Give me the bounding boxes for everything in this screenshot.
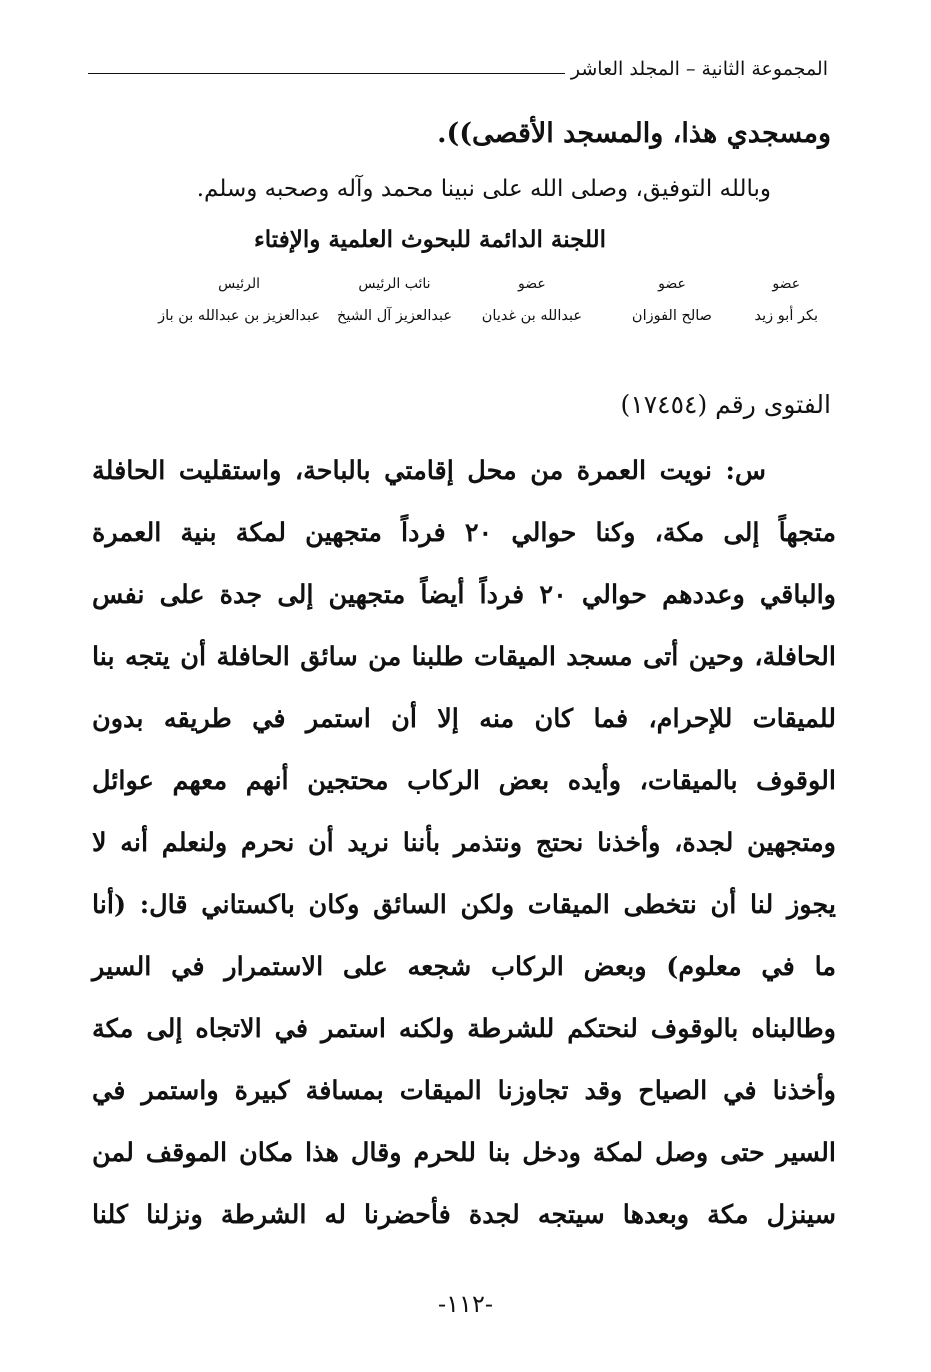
question-line: س: نويت العمرة من محل إقامتي بالباحة، واستقليت الحافلة [92,456,766,486]
running-title: المجموعة الثانية – المجلد العاشر [570,58,828,80]
question-line: متجهاً إلى مكة، وكنا حوالي ٢٠ فرداً متجهين لمكة بنية العمرة [92,518,836,548]
question-line: الحافلة، وحين أتى مسجد الميقات طلبنا من سائق الحافلة أن يتجه بنا [92,642,836,672]
question-text [92,440,836,1246]
signatory-name: عبدالله بن غديان [481,308,582,324]
question-line: وأخذنا في الصياح وقد تجاوزنا الميقات بمسافة كبيرة واستمر في [92,1076,836,1106]
question-line: الوقوف بالميقات، وأيده بعض الركاب محتجين أنهم معهم عوائل [92,766,836,796]
previous-fatwa-closing-line: ومسجدي هذا، والمسجد الأقصى)). [437,118,831,149]
signatory [632,276,712,324]
signatory-role: عضو [658,276,686,292]
question-line: وطالبناه بالوقوف لنحتكم للشرطة ولكنه استمر في الاتجاه إلى مكة [92,1014,836,1044]
signatures-block [128,276,818,336]
signatory-role: عضو [772,276,801,292]
signatory-name: عبدالعزيز آل الشيخ [336,308,452,324]
question-line: يجوز لنا أن نتخطى الميقات ولكن السائق وكان باكستاني قال: (أنا [92,890,836,920]
question-line: السير حتى وصل لمكة ودخل بنا للحرم وقال هذا مكان الموقف لمن [92,1138,836,1168]
signatory-role: نائب الرئيس [358,276,431,292]
header-rule [88,73,565,74]
closing-salutation: وبالله التوفيق، وصلى الله على نبينا محمد وآله وصحبه وسلم. [196,176,771,202]
signatory-name: صالح الفوزان [631,308,712,324]
question-line: سينزل مكة وبعدها سيتجه لجدة فأحضرنا له الشرطة ونزلنا كلنا [92,1200,836,1230]
signatory-name: عبدالعزيز بن عبدالله بن باز [158,308,320,324]
question-line: ومتجهين لجدة، وأخذنا نحتج ونتذمر بأننا نريد أن نحرم ولنعلم أنه لا [92,828,836,858]
signatory-role: الرئيس [218,276,261,292]
question-line: والباقي وعددهم حوالي ٢٠ فرداً أيضاً متجهين إلى جدة على نفس [92,580,836,610]
signatory [482,276,582,324]
signatory [337,276,452,324]
question-line: ما في معلوم) وبعض الركاب شجعه على الاستمرار في السير [92,952,836,982]
signatory [158,276,320,324]
page-number: -١١٢- [438,1290,493,1318]
signatory-role: عضو [518,276,546,292]
question-line: للميقات للإحرام، فما كان منه إلا أن استمر في طريقه بدون [92,704,836,734]
committee-name: اللجنة الدائمة للبحوث العلمية والإفتاء [253,226,607,253]
signatory-name: بكر أبو زيد [754,308,818,324]
fatwa-number-heading: الفتوى رقم (١٧٤٥٤) [620,390,831,419]
signatory [755,276,818,324]
running-header [88,58,828,80]
